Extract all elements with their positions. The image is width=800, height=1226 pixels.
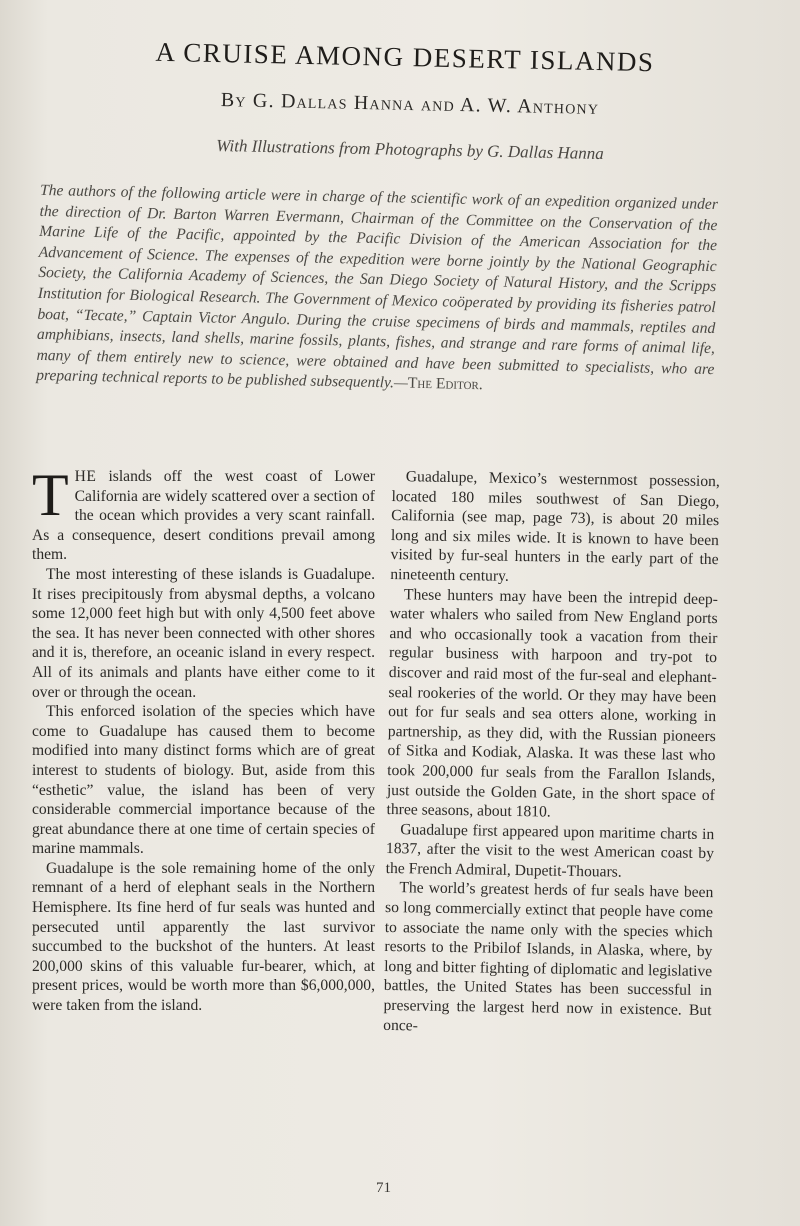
paragraph-text: islands off the west coast of Lower California are widely scattered over a section of the ocean which provides a very scant rainfall. As a consequence, desert conditions prevail among them. [32,468,375,564]
right-column [383,467,720,1040]
first-word: HE [74,468,97,485]
article-title: A CRUISE AMONG DESERT ISLANDS [155,36,655,78]
editor-note [36,181,718,401]
page-number: 71 [376,1180,391,1196]
illustration-credit: With Illustrations from Photographs by G. Dallas Hanna [216,135,604,164]
article-byline: By G. Dallas Hanna and A. W. Anthony [220,89,600,119]
paragraph: Guadalupe first appeared upon maritime charts in 1837, after the visit to the west American coast by the French Admiral, Dupetit-Thouars. [385,820,715,881]
paragraph: This enforced isolation of the species which have come to Guadalupe has caused them to become modified into many distinct forms which are of great interest to students of biology. But, aside from this “esthetic” value, the island has been of very considerable commercial importance because of the great abundance there at one time of certain species of marine mammals. [32,703,375,858]
paragraph: Guadalupe, Mexico’s westernmost possession, located 180 miles southwest of San Diego, California (see map, page 73), is about 20 miles long and six miles wide. It is known to have been visited by fur-seal hunters in the early part of the nineteenth century. [390,468,720,585]
paragraph: These hunters may have been the intrepid deep-water whalers who sailed from New England ports and who occasionally took a vacation from their regular business with harpoon and try-pot to discover and raid most of the fur-seal and elephant-seal rookeries of the world. Or they may have been out for fur seals and sea otters alone, working in partnership, as they did, with the Russian pioneers of Sitka and Kodiak, Alaska. It was these last who took 200,000 fur seals from the Farallon Islands, just outside the Golden Gate, in the short space of three seasons, about 1810. [386,585,719,821]
paragraph: The world’s greatest herds of fur seals have been so long commercially extinct that people have come to associate the name only with the species which resorts to the Pribilof Islands, in Alaska, where, by long and bitter fighting of diplomatic and legislative battles, the United States has been successful in preserving the largest herd now in existence. But once- [383,879,714,1035]
paragraph: The most interesting of these islands is Guadalupe. It rises precipitously from abysmal depths, a volcano some 12,000 feet high but with only 4,500 feet above the sea. It has never been connected with other shores and it is, therefore, an oceanic island in every respect. All of its animals and plants have either come to it over or through the ocean. [32,565,375,701]
editor-signature: The Editor. [407,375,483,394]
paragraph: Guadalupe is the sole remaining home of the only remnant of a herd of elephant seals in the Northern Hemisphere. Its fine herd of fur seals was hunted and persecuted until apparently the last survivor succumbed to the buckshot of the hunters. At least 200,000 skins of this valuable fur-bearer, which, at present prices, would be worth more than $6,000,000, were taken from the island. [32,859,375,1015]
editor-note-text: The authors of the following article were in charge of the scientific work of an expedition organized under the direction of Dr. Barton Warren Evermann, Chairman of the Committee on the Conservation of the Marine Life of the Pacific, appointed by the Pacific Division of the American Association for the Advancement of Science. The expenses of the expedition were borne jointly by the National Geographic Society, the California Academy of Sciences, the San Diego Society of Natural History, and the Scripps Institution for Biological Research. The Government of Mexico coöperated by providing its fisheries patrol boat, “Tecate,” Captain Victor Angulo. During the cruise specimens of birds and mammals, reptiles and amphibians, insects, land shells, marine fossils, plants, fishes, and strange and rare forms of animal life, many of them entirely new to science, were obtained and have been submitted to specialists, who are preparing technical reports to be published subsequently.— [35,181,719,393]
left-column [32,462,375,1016]
drop-cap: T [32,462,69,528]
paragraph [32,462,375,565]
